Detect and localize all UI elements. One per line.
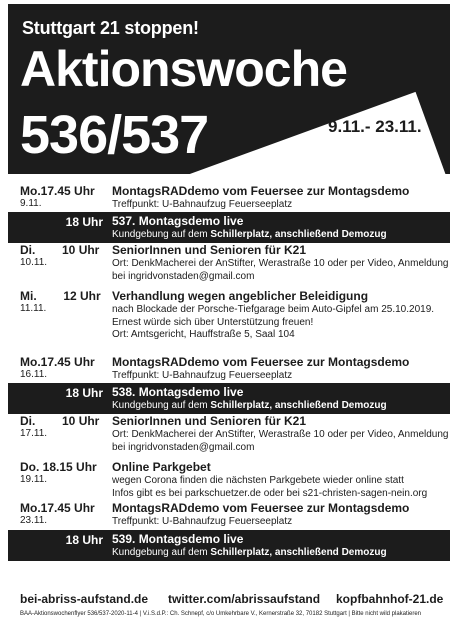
event-detail-text: Infos gibt es bei parkschuetzer.de oder bei s21-christen-sagen-nein.org	[112, 487, 428, 499]
event-details	[112, 214, 446, 242]
event-detail-text: bei ingridvonstaden@gmail.com	[112, 441, 255, 453]
event-title: 537. Montagsdemo live	[112, 214, 244, 228]
flyer	[8, 4, 450, 638]
imprint: BAA-Aktionswochenflyer 536/537-2020-11-4 | V.i.S.d.P.: Ch. Schnepf, c/o Umkehrbare V., Kernerstraße 32, 70182 Stuttgart | Bitte nicht wild plakatieren	[20, 611, 422, 617]
event-row	[8, 243, 450, 289]
event-detail-line	[112, 304, 446, 317]
event-day: Mi. 12 Uhr	[20, 289, 101, 303]
event-day: Di. 10 Uhr	[20, 414, 100, 428]
demo-numbers: 536/537	[20, 105, 209, 165]
event-detail-text: wegen Corona finden die nächsten Parkgebete wieder online statt	[112, 475, 404, 486]
event-title: SeniorInnen und Senioren für K21	[112, 243, 307, 257]
event-date: 17.11.	[20, 428, 48, 439]
event-details	[112, 289, 446, 342]
event-detail-text: Kundgebung auf dem	[112, 547, 211, 558]
event-title: MontagsRADdemo vom Feuersee zur Montagsdemo	[112, 355, 410, 369]
event-row	[8, 414, 450, 460]
event-title: Verhandlung wegen angeblicher Beleidigung	[112, 289, 369, 303]
footer-links	[8, 592, 450, 608]
event-title: 539. Montagsdemo live	[112, 532, 244, 546]
footer-link-kopfbahnhof[interactable]: kopfbahnhof-21.de	[336, 592, 444, 606]
event-detail-text: Kundgebung auf dem	[112, 400, 211, 411]
event-detail-line	[112, 475, 446, 488]
event-detail-line	[112, 400, 446, 413]
event-row	[8, 184, 450, 212]
event-list	[8, 184, 450, 561]
event-details	[112, 414, 449, 454]
event-detail-text: nach Blockade der Porsche-Tiefgarage beim Auto-Gipfel am 25.10.2019.	[112, 304, 435, 315]
event-details	[112, 501, 446, 529]
footer-link-website[interactable]: bei-abriss-aufstand.de	[20, 592, 149, 606]
event-row	[8, 289, 450, 355]
event-title: SeniorInnen und Senioren für K21	[112, 414, 307, 428]
event-detail-line	[112, 271, 446, 284]
event-title: 538. Montagsdemo live	[112, 385, 244, 399]
event-title: Online Parkgebet	[112, 460, 211, 474]
event-time: 18 Uhr	[65, 386, 103, 400]
event-time: 18 Uhr	[65, 533, 103, 547]
page-title: Aktionswoche	[20, 41, 347, 97]
event-detail-line	[112, 429, 449, 442]
event-date: 16.11.	[20, 369, 48, 380]
event-detail-line	[112, 229, 446, 242]
event-day: Mo.17.45 Uhr	[20, 501, 95, 515]
event-date: 9.11.	[20, 198, 42, 209]
event-detail-text: Ort: DenkMacherei der AnStifter, Werastraße 10 oder per Video, Anmeldung	[112, 429, 449, 440]
event-day: Mo.17.45 Uhr	[20, 355, 95, 369]
event-row	[8, 530, 450, 561]
event-detail-line	[112, 488, 446, 501]
event-detail-text: bei ingridvonstaden@gmail.com	[112, 270, 255, 282]
event-detail-line	[112, 258, 449, 271]
event-title: MontagsRADdemo vom Feuersee zur Montagsdemo	[112, 184, 410, 198]
header-banner	[8, 4, 450, 174]
date-range: 9.11.- 23.11.	[328, 117, 422, 136]
event-row	[8, 355, 450, 383]
event-date: 10.11.	[20, 257, 48, 268]
event-detail-text: Treffpunkt: U-Bahnaufzug Feuerseeplatz	[112, 370, 293, 381]
event-row	[8, 383, 450, 414]
event-details	[112, 532, 446, 560]
event-detail-line	[112, 329, 446, 342]
event-title: MontagsRADdemo vom Feuersee zur Montagsdemo	[112, 501, 410, 515]
event-detail-line	[112, 442, 446, 455]
event-detail-emphasis: Schillerplatz, anschließend Demozug	[210, 547, 387, 558]
event-detail-text: Treffpunkt: U-Bahnaufzug Feuerseeplatz	[112, 199, 293, 210]
kicker: Stuttgart 21 stoppen!	[22, 18, 199, 38]
event-detail-text: Ort: DenkMacherei der AnStifter, Werastraße 10 oder per Video, Anmeldung	[112, 258, 449, 269]
event-detail-line	[112, 317, 446, 330]
event-details	[112, 184, 446, 212]
event-row	[8, 460, 450, 501]
event-row	[8, 501, 450, 530]
event-details	[112, 385, 446, 413]
event-detail-text: Ort: Amtsgericht, Hauffstraße 5, Saal 104	[112, 329, 295, 340]
event-date: 23.11.	[20, 515, 48, 526]
event-details	[112, 355, 446, 383]
event-detail-line	[112, 199, 446, 212]
footer	[8, 592, 450, 617]
event-details	[112, 460, 446, 500]
event-detail-text: Ernest würde sich über Unterstützung freuen!	[112, 316, 314, 328]
event-date: 11.11.	[20, 303, 47, 314]
event-detail-text: Treffpunkt: U-Bahnaufzug Feuerseeplatz	[112, 516, 293, 527]
event-detail-emphasis: Schillerplatz, anschließend Demozug	[210, 229, 387, 240]
event-detail-line	[112, 370, 446, 383]
event-detail-line	[112, 516, 446, 529]
event-time: 18 Uhr	[65, 215, 103, 229]
event-day: Di. 10 Uhr	[20, 243, 100, 257]
event-date: 19.11.	[20, 474, 48, 485]
event-detail-text: Kundgebung auf dem	[112, 229, 211, 240]
event-detail-line	[112, 547, 446, 560]
event-day: Mo.17.45 Uhr	[20, 184, 95, 198]
event-day: Do. 18.15 Uhr	[20, 460, 97, 474]
footer-link-twitter[interactable]: twitter.com/abrissaufstand	[168, 592, 321, 606]
event-detail-emphasis: Schillerplatz, anschließend Demozug	[210, 400, 387, 411]
event-details	[112, 243, 449, 283]
event-row	[8, 212, 450, 243]
